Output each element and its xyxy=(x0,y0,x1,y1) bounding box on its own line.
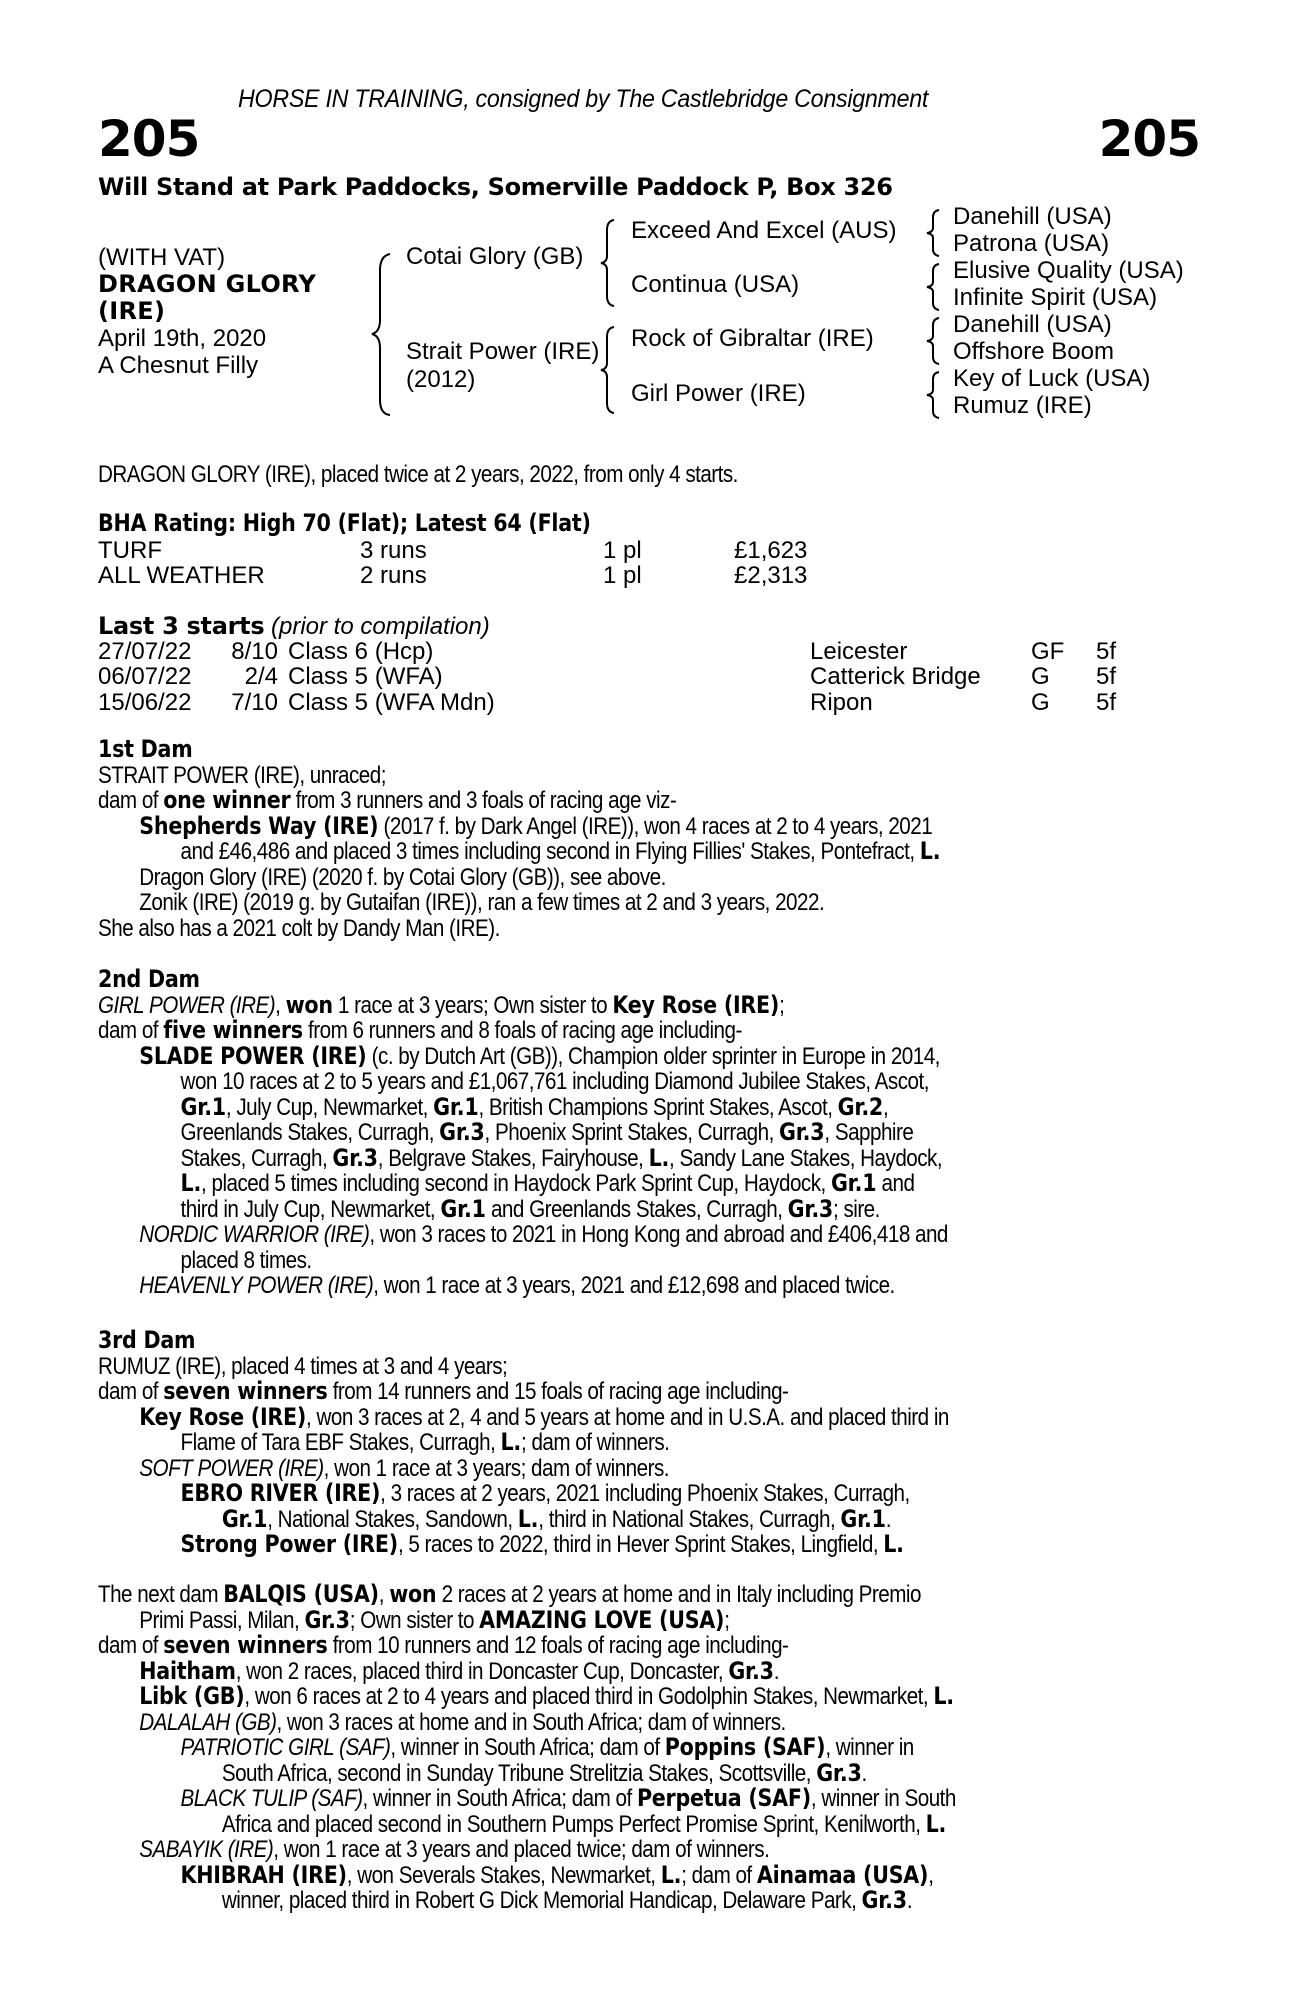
bold-text: Gr.3 xyxy=(787,1194,834,1223)
bold-text: L. xyxy=(919,837,941,865)
text-run: , 3 races at 2 years, 2021 including Phoenix Stakes, Curragh, xyxy=(380,1480,910,1507)
italic-text: SOFT POWER (IRE) xyxy=(139,1454,324,1482)
text-run: 3 runs xyxy=(360,536,427,564)
text-run: £1,623 xyxy=(734,536,808,564)
text-run: 1 pl xyxy=(603,536,642,564)
bold-text: L. xyxy=(517,1504,539,1533)
italic-text: DALALAH (GB) xyxy=(139,1708,277,1736)
start-row xyxy=(98,663,1200,689)
text-line xyxy=(98,1120,1300,1146)
bold-text: L. xyxy=(660,1860,682,1889)
bold-text: Gr.3 xyxy=(439,1118,485,1146)
bold-text: AMAZING LOVE (USA) xyxy=(479,1605,725,1634)
bold-text: Gr.1 xyxy=(180,1092,226,1121)
text-run: , won 2 races, placed third in Doncaster Cup, Doncaster, xyxy=(235,1657,729,1685)
text-run: 8/10 xyxy=(231,637,278,665)
text-run: . xyxy=(885,1505,891,1533)
text-run: Flame of Tara EBF Stakes, Curragh, xyxy=(180,1429,501,1456)
text-run: . xyxy=(906,1887,913,1914)
pedigree-gen3-4: Infinite Spirit (USA) xyxy=(953,284,1158,311)
text-run: , National Stakes, Sandown, xyxy=(267,1505,518,1533)
text-line: STRAIT POWER (IRE), unraced; xyxy=(98,761,386,789)
text-run: Leicester xyxy=(810,637,908,665)
bold-text: Gr.3 xyxy=(728,1656,774,1685)
list-item xyxy=(98,811,1259,840)
text-line xyxy=(98,1018,1218,1044)
text-run: , won 1 race at 3 years, 2021 and £12,698 and placed twice. xyxy=(373,1272,895,1299)
text-line: DRAGON GLORY (IRE), placed twice at 2 years, 2022, from only 4 starts. xyxy=(98,461,738,488)
text-run: ; Own sister to xyxy=(349,1606,480,1634)
text-run: , third in National Stakes, Curragh, xyxy=(538,1505,841,1533)
pedigree-brace-main xyxy=(368,252,398,417)
text-run: from 3 runners and 3 foals of racing age viz- xyxy=(290,787,677,814)
text-run: Catterick Bridge xyxy=(810,663,981,690)
bold-text: Gr.3 xyxy=(816,1758,862,1787)
bold-text: Ainamaa (USA) xyxy=(756,1860,929,1889)
text-run: Class 5 (WFA Mdn) xyxy=(288,688,495,716)
second-dam-heading: 2nd Dam xyxy=(98,965,200,993)
text-run: Africa and placed second in Southern Pumps Perfect Promise Sprint, Kenilworth, xyxy=(221,1810,926,1838)
text-line xyxy=(98,1194,1300,1223)
text-line: RUMUZ (IRE), placed 4 times at 3 and 4 years; xyxy=(98,1352,508,1380)
bold-text: L. xyxy=(648,1143,670,1172)
text-run: Class 6 (Hcp) xyxy=(288,637,434,665)
next-dam-section xyxy=(98,1582,1314,1914)
bold-text: Gr.3 xyxy=(779,1118,825,1146)
text-run: (2017 f. by Dark Angel (IRE)), won 4 races at 2 to 4 years, 2021 xyxy=(378,812,933,840)
list-item: Dragon Glory (IRE) (2020 f. by Cotai Glory (GB)), see above. xyxy=(139,863,666,891)
italic-text: GIRL POWER (IRE) xyxy=(98,991,276,1019)
list-item xyxy=(98,1222,1259,1248)
text-line xyxy=(98,1633,1218,1659)
first-dam-heading: 1st Dam xyxy=(98,735,193,763)
bold-text: L. xyxy=(500,1428,522,1456)
text-run: , won 6 races at 2 to 4 years and placed third in Godolphin Stakes, Newmarket, xyxy=(244,1683,934,1710)
bold-text: L. xyxy=(180,1169,202,1197)
bold-text: L. xyxy=(925,1809,947,1838)
bold-text: KHIBRAH (IRE) xyxy=(180,1860,347,1889)
lot-number-right: 205 xyxy=(1098,110,1200,168)
text-run: 15/06/22 xyxy=(98,688,192,716)
text-run: Primi Passi, Milan, xyxy=(139,1606,305,1634)
bold-text: SLADE POWER (IRE) xyxy=(139,1041,367,1070)
text-run: , 5 races to 2022, third in Hever Sprint Stakes, Lingfield, xyxy=(397,1531,884,1558)
text-run: 2/4 xyxy=(244,663,278,690)
bold-text: Gr.1 xyxy=(830,1169,877,1197)
pedigree-brace-g3-3 xyxy=(923,316,945,366)
text-run: ; xyxy=(724,1606,730,1634)
bold-text: BALQIS (USA) xyxy=(223,1580,379,1608)
text-run: Stakes, Curragh, xyxy=(180,1144,333,1172)
italic-text: HEAVENLY POWER (IRE) xyxy=(139,1272,374,1299)
text-run: dam of xyxy=(98,1378,164,1405)
vat-label: (WITH VAT) xyxy=(98,244,226,271)
text-run: , won 3 races at home and in South Africa; dam of winners. xyxy=(276,1708,786,1736)
horse-name: DRAGON GLORY xyxy=(98,270,317,298)
pedigree-dam-year: (2012) xyxy=(406,366,476,393)
text-run: , won Severals Stakes, Newmarket, xyxy=(346,1861,661,1889)
pedigree-dam: Strait Power (IRE) xyxy=(406,338,600,365)
bold-text: one winner xyxy=(163,786,291,814)
text-line xyxy=(98,839,1300,865)
horse-name-country: (IRE) xyxy=(98,297,166,325)
bold-text: Gr.1 xyxy=(840,1504,886,1533)
pedigree-sire-sire: Exceed And Excel (AUS) xyxy=(631,217,897,244)
rating-row-all-weather xyxy=(98,562,1200,588)
third-dam-section xyxy=(98,1328,1314,1558)
text-line: won 10 races at 2 to 5 years and £1,067,761 including Diamond Jubilee Stakes, Ascot, xyxy=(180,1068,929,1095)
rating-row-turf xyxy=(98,537,1200,563)
bold-text: Gr.1 xyxy=(221,1504,268,1533)
foaling-date: April 19th, 2020 xyxy=(98,325,267,352)
bold-text: seven winners xyxy=(163,1631,328,1659)
text-run: , placed 5 times including second in Haydock Park Sprint Cup, Haydock, xyxy=(201,1170,831,1197)
horse-identity xyxy=(98,244,316,379)
bold-text: Gr.1 xyxy=(440,1194,486,1223)
text-run: TURF xyxy=(98,536,162,564)
start-row xyxy=(98,689,1200,715)
list-item xyxy=(98,1532,1300,1558)
text-run: (c. by Dutch Art (GB)), Champion older sprinter in Europe in 2014, xyxy=(366,1042,940,1070)
last-starts-title: Last 3 starts xyxy=(98,612,265,640)
bold-text: five winners xyxy=(163,1016,303,1044)
bold-text: Haitham xyxy=(139,1656,236,1685)
text-run: , Sapphire xyxy=(824,1119,914,1146)
pedigree-brace-g3-1 xyxy=(923,208,945,258)
text-line xyxy=(98,990,1218,1019)
text-line xyxy=(98,1809,1314,1838)
text-run: , winner in South Africa; dam of xyxy=(362,1785,637,1812)
list-item xyxy=(98,1684,1259,1710)
text-run: Ripon xyxy=(810,688,873,716)
text-run: and xyxy=(876,1170,915,1197)
text-run: G xyxy=(1031,688,1050,716)
text-run: , won 3 races to 2021 in Hong Kong and abroad and £406,418 and xyxy=(369,1221,948,1248)
pedigree-sire: Cotai Glory (GB) xyxy=(406,243,584,270)
pedigree-sire-dam: Continua (USA) xyxy=(631,271,800,298)
pedigree-gen3-7: Key of Luck (USA) xyxy=(953,365,1151,392)
text-line xyxy=(98,1171,1300,1197)
text-run: £2,313 xyxy=(734,562,808,589)
italic-text: PATRIOTIC GIRL (SAF) xyxy=(180,1734,391,1761)
bold-text: Libk (GB) xyxy=(139,1682,245,1710)
text-line: placed 8 times. xyxy=(180,1246,312,1274)
text-run: , xyxy=(928,1861,934,1889)
pedigree-gen3-5: Danehill (USA) xyxy=(953,311,1112,338)
rating-section xyxy=(98,511,1200,588)
stand-location: Will Stand at Park Paddocks, Somerville Paddock P, Box 326 xyxy=(98,173,893,201)
text-run: 2 runs xyxy=(360,562,427,589)
text-run: 1 pl xyxy=(603,562,642,589)
text-run: ; dam of xyxy=(681,1861,757,1889)
text-run: dam of xyxy=(98,787,164,814)
text-run: winner, placed third in Robert G Dick Memorial Handicap, Delaware Park, xyxy=(221,1887,862,1914)
text-line xyxy=(98,1888,1314,1914)
race-summary xyxy=(98,462,1314,488)
text-run: , xyxy=(883,1093,889,1121)
bold-text: Poppins (SAF) xyxy=(664,1733,826,1761)
text-run: The next dam xyxy=(98,1581,224,1608)
first-dam-section xyxy=(98,737,1314,941)
list-item xyxy=(98,1402,1259,1431)
list-item xyxy=(98,1273,1259,1299)
text-run: third in July Cup, Newmarket, xyxy=(180,1195,441,1223)
bold-text: L. xyxy=(883,1530,904,1558)
pedigree-gen3-8: Rumuz (IRE) xyxy=(953,392,1092,419)
text-run: from 10 runners and 12 foals of racing age including- xyxy=(327,1632,789,1659)
text-run: ; sire. xyxy=(833,1195,880,1223)
italic-text: NORDIC WARRIOR (IRE) xyxy=(139,1221,370,1248)
pedigree-gen3-1: Danehill (USA) xyxy=(953,203,1112,230)
text-run: , Sandy Lane Stakes, Haydock, xyxy=(669,1144,943,1172)
text-run: from 6 runners and 8 foals of racing age including- xyxy=(302,1017,742,1044)
text-run: , won 1 race at 3 years and placed twice; dam of winners. xyxy=(273,1836,770,1863)
last-starts-note: (prior to compilation) xyxy=(270,613,490,640)
bold-text: won xyxy=(285,990,333,1019)
text-run: GF xyxy=(1031,637,1065,665)
lot-number-left: 205 xyxy=(98,110,200,168)
text-run: , British Champions Sprint Stakes, Ascot, xyxy=(478,1093,838,1121)
pedigree-gen3-3: Elusive Quality (USA) xyxy=(953,257,1184,284)
list-item xyxy=(98,1837,1259,1863)
text-run: 5f xyxy=(1096,637,1117,665)
text-run: and Greenlands Stakes, Curragh, xyxy=(485,1195,788,1223)
bold-text: EBRO RIVER (IRE) xyxy=(180,1479,381,1507)
text-run: 1 race at 3 years; Own sister to xyxy=(332,991,613,1019)
text-run: dam of xyxy=(98,1017,164,1044)
bold-text: Strong Power (IRE) xyxy=(180,1530,398,1558)
text-line xyxy=(98,1504,1314,1533)
text-run: 5f xyxy=(1096,688,1117,716)
text-run: 7/10 xyxy=(231,688,278,716)
pedigree-gen3-6: Offshore Boom xyxy=(953,338,1114,365)
text-run: , winner in xyxy=(825,1734,914,1761)
text-run: 2 races at 2 years at home and in Italy including Premio xyxy=(436,1581,921,1608)
text-run: . xyxy=(773,1657,779,1685)
list-item xyxy=(98,1041,1259,1070)
text-run: from 14 runners and 15 foals of racing age including- xyxy=(327,1378,789,1405)
text-run: , xyxy=(378,1581,390,1608)
text-line xyxy=(98,1092,1300,1121)
pedigree-brace-g3-2 xyxy=(923,262,945,312)
third-dam-heading: 3rd Dam xyxy=(98,1326,196,1354)
bold-text: Gr.3 xyxy=(332,1143,378,1172)
start-row xyxy=(98,638,1200,664)
text-run: , Phoenix Sprint Stakes, Curragh, xyxy=(484,1119,780,1146)
italic-text: SABAYIK (IRE) xyxy=(139,1836,274,1863)
bold-text: L. xyxy=(933,1682,954,1710)
text-run: , winner in South Africa; dam of xyxy=(390,1734,665,1761)
text-run: , xyxy=(275,991,286,1019)
bold-text: Perpetua (SAF) xyxy=(636,1784,811,1812)
bold-text: Gr.1 xyxy=(433,1092,479,1121)
list-item xyxy=(98,1786,1300,1812)
text-run: and £46,486 and placed 3 times including second in Flying Fillies' Stakes, Pontefract, xyxy=(180,838,920,865)
rating-title: BHA Rating: High 70 (Flat); Latest 64 (Flat) xyxy=(98,509,591,537)
text-run: . xyxy=(861,1759,867,1787)
bold-text: Shepherds Way (IRE) xyxy=(139,811,379,840)
text-run: ; xyxy=(779,991,785,1019)
text-line: She also has a 2021 colt by Dandy Man (IRE). xyxy=(98,914,500,942)
text-line xyxy=(98,1328,1218,1354)
consignment-subtitle: HORSE IN TRAINING, consigned by The Castlebridge Consignment xyxy=(238,85,929,113)
list-item xyxy=(98,1481,1300,1507)
italic-text: BLACK TULIP (SAF) xyxy=(180,1785,363,1812)
horse-description: A Chesnut Filly xyxy=(98,352,259,379)
text-run: ALL WEATHER xyxy=(98,562,265,589)
text-run: Class 5 (WFA) xyxy=(288,663,443,690)
text-line xyxy=(98,788,1218,814)
list-item xyxy=(98,1456,1259,1482)
list-item xyxy=(98,1710,1259,1736)
pedigree-gen3-2: Patrona (USA) xyxy=(953,230,1110,257)
text-run: 06/07/22 xyxy=(98,663,192,690)
text-run: , winner in South xyxy=(810,1785,956,1812)
list-item: Zonik (IRE) (2019 g. by Gutaifan (IRE)), ran a few times at 2 and 3 years, 2022. xyxy=(139,889,825,916)
pedigree-brace-sire xyxy=(598,218,620,308)
text-run: South Africa, second in Sunday Tribune Strelitzia Stakes, Scottsville, xyxy=(221,1759,817,1787)
text-run: G xyxy=(1031,663,1050,690)
text-run: , won 3 races at 2, 4 and 5 years at home and in U.S.A. and placed third in xyxy=(306,1403,949,1431)
text-run: ; dam of winners. xyxy=(521,1429,670,1456)
text-run: , July Cup, Newmarket, xyxy=(225,1093,434,1121)
text-line xyxy=(98,1143,1300,1172)
text-line xyxy=(98,1582,1218,1608)
bold-text: Key Rose (IRE) xyxy=(139,1402,307,1431)
text-line xyxy=(98,737,1218,763)
text-run: Greenlands Stakes, Curragh, xyxy=(180,1119,440,1146)
list-item xyxy=(98,1860,1300,1889)
text-line xyxy=(98,1379,1218,1405)
text-run: , won 1 race at 3 years; dam of winners. xyxy=(323,1454,669,1482)
text-line xyxy=(98,1430,1300,1456)
pedigree-brace-dam xyxy=(598,325,620,415)
text-run: 27/07/22 xyxy=(98,637,192,665)
last-starts-section xyxy=(98,612,1200,714)
text-run: 5f xyxy=(1096,663,1117,690)
text-line xyxy=(98,967,1218,993)
text-line xyxy=(98,1758,1314,1787)
bold-text: Gr.2 xyxy=(837,1092,884,1121)
bold-text: seven winners xyxy=(163,1377,328,1405)
bold-text: Gr.3 xyxy=(861,1886,907,1914)
text-line xyxy=(98,1605,1259,1634)
bold-text: Gr.3 xyxy=(304,1605,350,1634)
bold-text: won xyxy=(389,1580,437,1608)
text-run: dam of xyxy=(98,1632,164,1659)
pedigree-brace-g3-4 xyxy=(923,370,945,420)
pedigree-dam-sire: Rock of Gibraltar (IRE) xyxy=(631,325,874,352)
text-run: , Belgrave Stakes, Fairyhouse, xyxy=(377,1144,649,1172)
second-dam-section xyxy=(98,967,1314,1299)
list-item xyxy=(98,1735,1300,1761)
list-item xyxy=(98,1656,1259,1685)
pedigree-dam-dam: Girl Power (IRE) xyxy=(631,380,806,407)
bold-text: Key Rose (IRE) xyxy=(612,990,780,1019)
